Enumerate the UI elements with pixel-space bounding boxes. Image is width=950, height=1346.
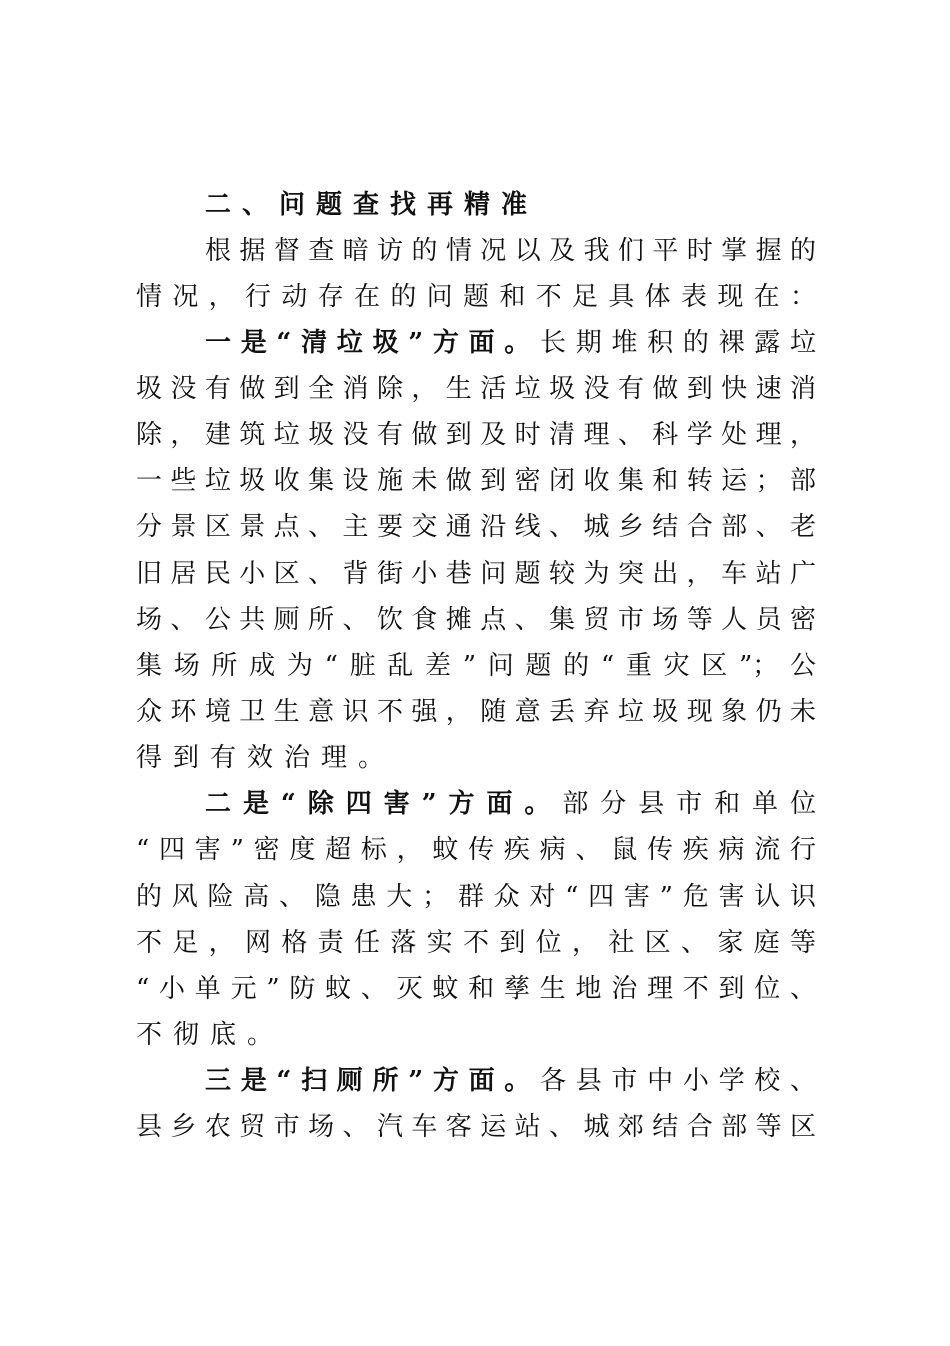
paragraph-line: 一些垃圾收集设施未做到密闭收集和转运；部 [136, 466, 816, 496]
paragraph-line: “四害”密度超标，蚊传疾病、鼠传疾病流行 [136, 835, 816, 865]
paragraph-line: 不足，网格责任落实不到位，社区、家庭等 [136, 928, 816, 958]
paragraph-line: 情况，行动存在的问题和不足具体表现在： [136, 282, 816, 312]
item-text: 各县市中小学校、 [540, 1066, 816, 1096]
paragraph-first-line [205, 1061, 816, 1101]
paragraph-line: 除，建筑垃圾没有做到及时清理、科学处理， [136, 420, 816, 450]
paragraph-line: 集场所成为“脏乱差”问题的“重灾区”；公 [136, 651, 816, 681]
paragraph-line: 圾没有做到全消除，生活垃圾没有做到快速消 [136, 374, 816, 404]
item-text: 部分县市和单位 [562, 789, 816, 819]
item-lead: 三是“扫厕所”方面。 [205, 1066, 541, 1096]
item-lead: 二是“除四害”方面。 [205, 789, 563, 819]
paragraph-last-line: 不彻底。 [136, 1020, 285, 1050]
paragraph-line: 众环境卫生意识不强，随意丢弃垃圾现象仍未 [136, 697, 816, 727]
paragraph-line: 县乡农贸市场、汽车客运站、城郊结合部等区 [136, 1112, 816, 1142]
section-heading: 二、问题查找再精准 [205, 190, 539, 220]
paragraph-line: 根据督查暗访的情况以及我们平时掌握的 [205, 236, 816, 266]
paragraph-first-line [205, 784, 816, 824]
item-lead: 一是“清垃圾”方面。 [205, 328, 541, 358]
paragraph-line: 场、公共厕所、饮食摊点、集贸市场等人员密 [136, 605, 816, 635]
paragraph-line: “小单元”防蚊、灭蚊和孳生地治理不到位、 [136, 974, 816, 1004]
paragraph-last-line: 得到有效治理。 [136, 743, 396, 773]
paragraph-line: 的风险高、隐患大；群众对“四害”危害认识 [136, 882, 816, 912]
paragraph-line: 旧居民小区、背街小巷问题较为突出，车站广 [136, 559, 816, 589]
paragraph-first-line [205, 323, 816, 363]
item-text: 长期堆积的裸露垃 [540, 328, 816, 358]
paragraph-line: 分景区景点、主要交通沿线、城乡结合部、老 [136, 512, 816, 542]
